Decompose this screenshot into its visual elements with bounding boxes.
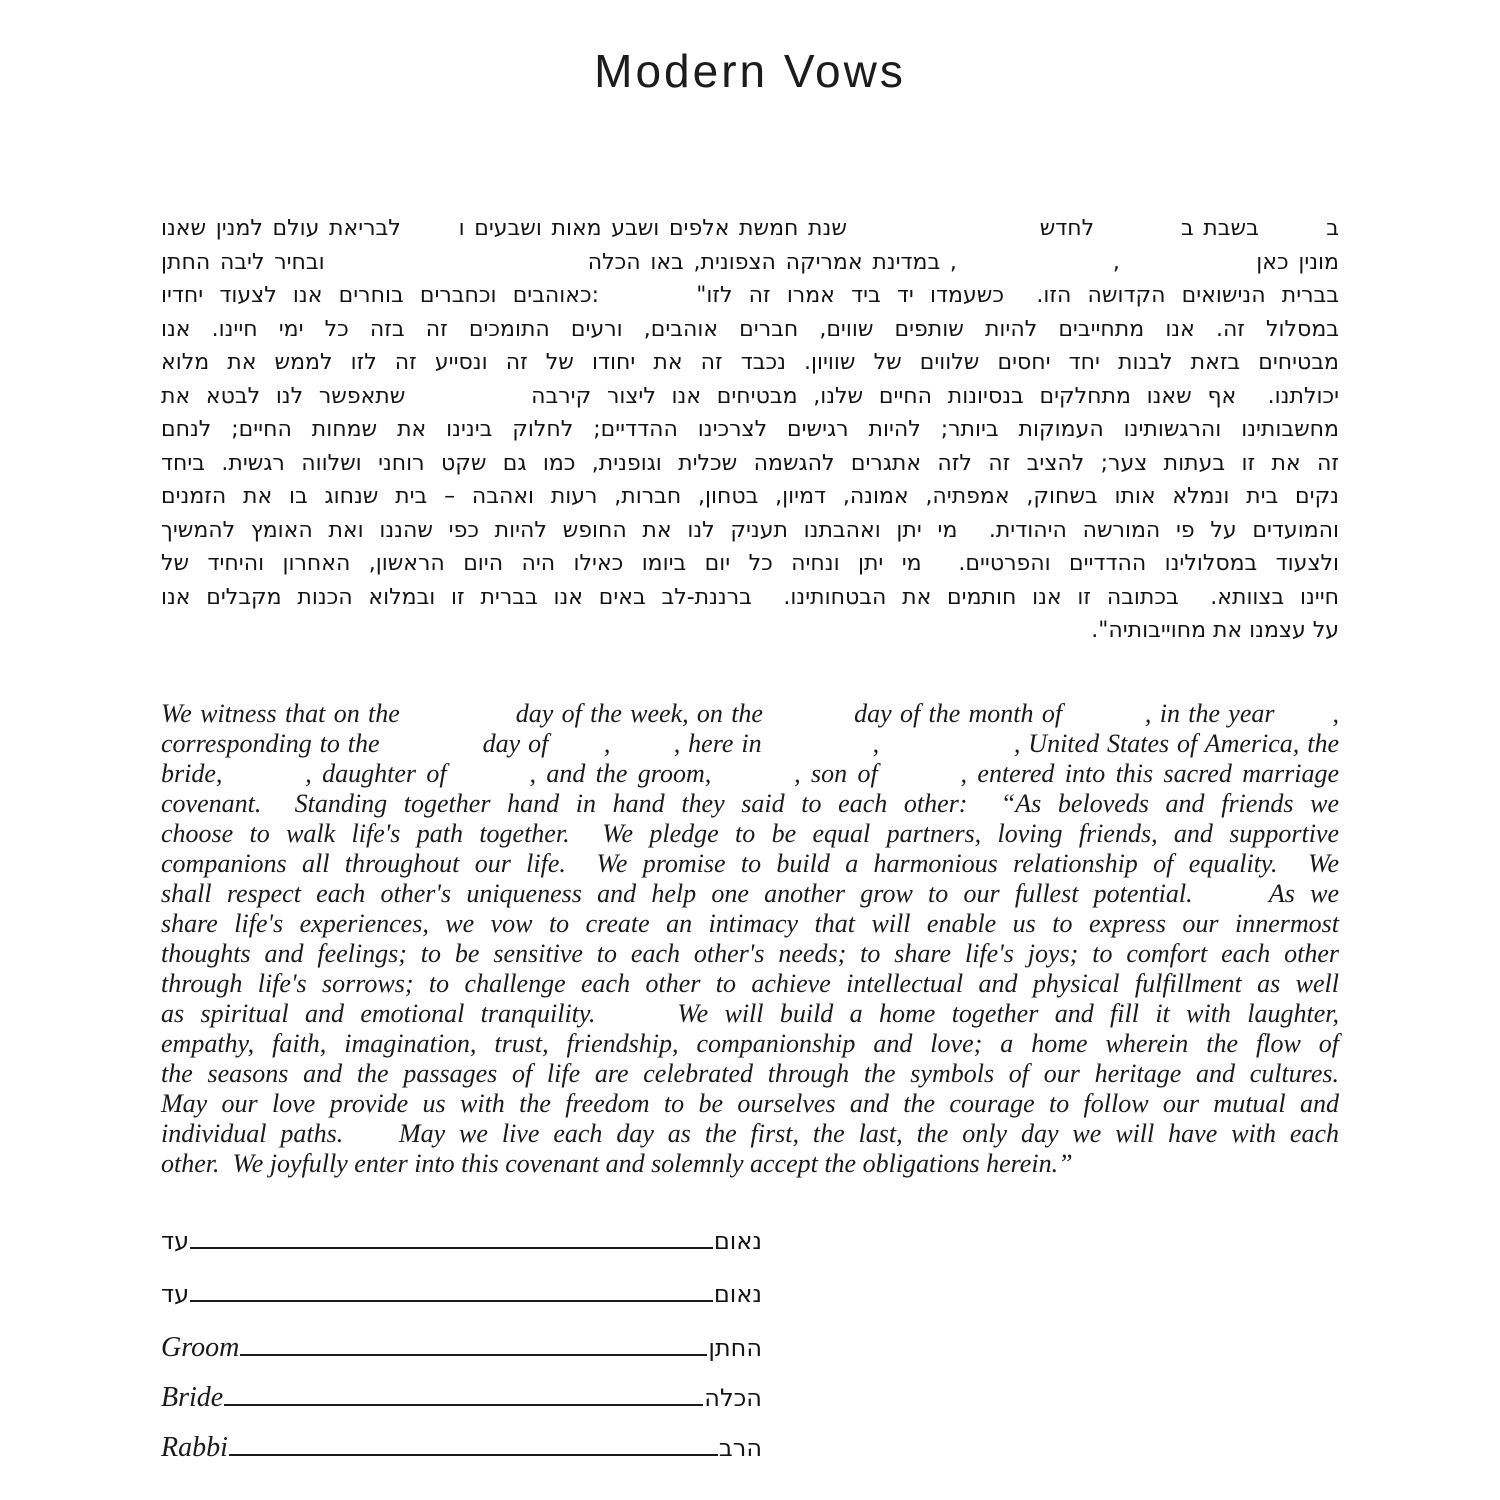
bride-label-english: Bride: [161, 1382, 224, 1413]
witness-signature-row-2: [161, 1279, 762, 1309]
hebrew-text-line: זה את זו בעתות צער; להציב זה לזה אתגרים להגשמה שכלית וגופנית, כמו גם שקט רוחני ושלווה רגשית. ביחד: [161, 450, 1339, 476]
signature-section: [161, 1226, 762, 1463]
english-text-line: through life's sorrows; to challenge each other to achieve intellectual and physical fulfillment as well: [161, 969, 1339, 998]
witness-label-hebrew: עד: [161, 1280, 190, 1308]
hebrew-text-line: נקים בית ונמלא אותו בשחוק, אמפתיה, אמונה, דמיון, בטחון, חברות, רעות ואהבה – בית שנחוג בו את הזמנים: [161, 484, 1339, 509]
hebrew-text-line: מונין כאן , , במדינת אמריקה הצפונית, באו הכלה ובחיר ליבה החתן: [161, 249, 1339, 275]
declaration-label-hebrew: נאום: [713, 1227, 762, 1255]
hebrew-text-line: בברית הנישואים הקדושה הזו. כשעמדו יד ביד אמרו זה לזו" :כאוהבים וכחברים בוחרים אנו לצעוד יחדיו: [161, 283, 1339, 308]
groom-signature-row: [161, 1333, 762, 1363]
hebrew-text-line: והמועדים על פי המורשה היהודית. מי יתן ואהבתנו תעניק לנו את החופש להיות כפי שהננו ואת האומץ להמשיך: [161, 517, 1339, 543]
witness-2-signature-line[interactable]: [190, 1300, 713, 1302]
english-text-line: companions all throughout our life. We promise to build a harmonious relationship of equality. We: [161, 849, 1339, 878]
english-text-line: thoughts and feelings; to be sensitive to each other's needs; to share life's joys; to comfort each other: [161, 939, 1339, 968]
groom-label-english: Groom: [161, 1332, 240, 1363]
witness-signature-row-1: [161, 1226, 762, 1256]
bride-signature-row: [161, 1383, 762, 1413]
witness-label-hebrew: עד: [161, 1227, 190, 1255]
groom-signature-line[interactable]: [240, 1354, 707, 1356]
english-text-line: share life's experiences, we vow to create an intimacy that will enable us to express our innermost: [161, 909, 1339, 938]
hebrew-text-line: מבטיחים בזאת לבנות יחד יחסים שלווים של שוויון. נכבד זה את יחודו של זה ונסייע זה לזו לממש את מלוא: [161, 350, 1339, 375]
english-text-line: covenant. Standing together hand in hand they said to each other: “As beloveds and friends we: [161, 789, 1339, 818]
rabbi-signature-line[interactable]: [229, 1454, 718, 1456]
declaration-label-hebrew: נאום: [713, 1280, 762, 1308]
english-text-line: empathy, faith, imagination, trust, friendship, companionship and love; a home wherein the flow of: [161, 1029, 1339, 1058]
rabbi-label-hebrew: הרב: [718, 1434, 762, 1462]
hebrew-text-section: [161, 212, 1339, 648]
hebrew-text-line: במסלול זה. אנו מתחייבים להיות שותפים שווים, חברים אוהבים, ורעים התומכים זה בזה כל ימי חיינו. אנו: [161, 316, 1339, 342]
english-text-line: choose to walk life's path together. We pledge to be equal partners, loving friends, and supportive: [161, 819, 1339, 848]
hebrew-text-line: ב בשבת ב לחדש שנת חמשת אלפים ושבע מאות ושבעים ו לבריאת עולם למנין שאנו: [161, 216, 1339, 241]
bride-signature-line[interactable]: [224, 1404, 703, 1406]
english-text-line: We witness that on the day of the week, on the day of the month of , in the year ,: [161, 699, 1339, 728]
english-text-line: other. We joyfully enter into this covenant and solemnly accept the obligations herein.”: [161, 1149, 1073, 1178]
english-text-line: corresponding to the day of , , here in , , United States of America, the: [161, 729, 1339, 758]
english-text-line: the seasons and the passages of life are celebrated through the symbols of our heritage and cultures.: [161, 1059, 1339, 1088]
hebrew-text-line: חיינו בצוותא. בכתובה זו אנו חותמים את הבטחותינו. ברננת-לב באים אנו בברית זו ובמלוא הכנות מקבלים אנו: [161, 584, 1339, 610]
english-text-line: May our love provide us with the freedom to be ourselves and the courage to follow our mutual and: [161, 1089, 1339, 1118]
rabbi-signature-row: [161, 1433, 762, 1463]
english-text-line: individual paths. May we live each day as the first, the last, the only day we will have with each: [161, 1119, 1339, 1148]
groom-label-hebrew: החתן: [708, 1334, 762, 1362]
english-text-line: bride, , daughter of , and the groom, , son of , entered into this sacred marriage: [161, 759, 1339, 788]
rabbi-label-english: Rabbi: [161, 1432, 228, 1463]
hebrew-text-line: יכולתנו. אף שאנו מתחלקים בנסיונות החיים שלנו, מבטיחים אנו ליצור קירבה שתאפשר לנו לבטא את: [161, 383, 1339, 409]
hebrew-text-line: מחשבותינו והרגשותינו העמוקות ביותר; להיות רגישים לצרכינו ההדדיים; לחלוק בינינו את שמחות החיים; לנחם: [161, 417, 1339, 442]
hebrew-text-line: ולצעוד במסלולינו ההדדיים והפרטיים. מי יתן ונחיה כל יום ביומו כאילו היה היום הראשון, האחרון והיחיד של: [161, 551, 1339, 576]
english-text-line: shall respect each other's uniqueness and help one another grow to our fullest potential. As we: [161, 879, 1339, 908]
document-title: Modern Vows: [594, 45, 906, 97]
english-text-line: as spiritual and emotional tranquility. We will build a home together and fill it with laughter,: [161, 999, 1339, 1028]
english-text-section: [161, 699, 1339, 1179]
witness-1-signature-line[interactable]: [190, 1247, 713, 1249]
hebrew-text-line: על עצמנו את מחוייבותיה".: [1091, 618, 1339, 643]
bride-label-hebrew: הכלה: [704, 1384, 762, 1412]
